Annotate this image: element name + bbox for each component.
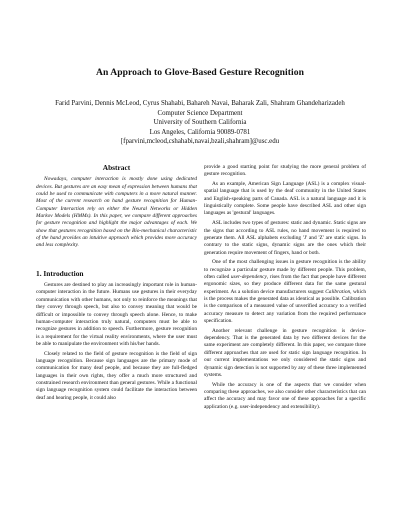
right-paragraph-1: provide a good starting point for studying the more general problem of gesture recognition. xyxy=(204,164,366,178)
right-paragraph-4: One of the most challenging issues in gesture recognition is the ability to recognize a particular gesture made by different people. This problem, often called user-dependency, rises from the fact that people have different ergonomic sizes, so they produce different data for the same gestural experiment. As a solution device manufacturers suggest Calibration, which is the process makes the generated data as identical as possible. Calibration is the comparison of a measured value of unverified accuracy to a verified accuracy measure to detect any variation from the required performance specification. xyxy=(204,259,367,325)
paper-title: An Approach to Glove-Based Gesture Recognition xyxy=(96,67,304,78)
emails: [fparvini,mcleod,cshahabi,navai,bzali,shahram]@usc.edu xyxy=(120,138,280,146)
right-paragraph-3: ASL includes two types of gestures: static and dynamic. Static signs are the signs that according to ASL rules, no hand movement is required to generate them. All ASL alphabets excluding 'J' and 'Z' are static signs. In contrary to the static signs, dynamic signs are the ones which their generation require movement of fingers, hand or both. xyxy=(204,220,366,256)
intro-paragraph-1: Gestures are destined to play an increasingly important role in human-computer interaction in the future. Humans use gestures in their everyday communication with other humans, not only to reinforce the meanings that they convey through speech, but also to convey meaning that would be difficult or impossible to convey through speech alone. Hence, to make human-computer interaction truly natural, computers must be able to recognize gestures in addition to speech. Furthermore, gesture recognition is a requirement for the virtual reality environments, where the user must be able to manipulate the environment with his/her hands. xyxy=(36,282,197,347)
intro-paragraph-2: Closely related to the field of gesture recognition is the field of sign language recognition. Because sign languages are the primary mode of communication for many deaf people, and because they are full-fledged languages in their own rights, they offer a much more structured and constrained research environment than general gestures. While a functional sign language recognition system could facilitate the interaction between deaf and hearing people, it could also xyxy=(36,350,197,401)
author-list: Farid Parvini, Dennis McLeod, Cyrus Shahabi, Bahareh Navai, Baharak Zali, Shahram Ghandeharizadeh xyxy=(55,100,345,107)
right-paragraph-5: Another relevant challenge in gesture recognition is device-dependency. That is the generated data by two different devices for the same experiment are completely different. In this paper, we compare three different approaches that are used for static sign language recognition. In our current implementations we only considered the static signs and dynamic sign detection is not supported by any of these three implemented systems. xyxy=(204,327,366,378)
abstract-body: Nowadays, computer interaction is mostly done using dedicated devices. But gestures are an easy mean of expression between humans that could be used to communicate with computers in a more natural manner. Most of the current research on hand gesture recognition for Human-Computer Interaction rely on either the Neural Networks or Hidden Markov Models (HMMs). In this paper, we compare different approaches for gesture recognition and highlight the major advantages of each. We show that gestures recognition based on the Bio-mechanical characteristic of the hand provides an intuitive approach which provides more accuracy and less complexity. xyxy=(36,176,197,249)
intro-heading: 1. Introduction xyxy=(36,268,84,278)
location: Los Angeles, California 90089-0781 xyxy=(149,128,251,136)
left-column xyxy=(36,164,197,404)
author-block xyxy=(0,99,400,147)
right-paragraph-6: While the accuracy is one of the aspects that we consider when comparing these approaches, we also consider other characteristics that can affect the accuracy and may favor one of these approaches for a specific application (e.g. user-independency and extensibility). xyxy=(204,381,366,410)
abstract-heading: Abstract xyxy=(102,163,131,172)
right-column xyxy=(204,164,366,413)
university: University of Southern California xyxy=(153,119,247,127)
right-paragraph-2: As an example, American Sign Language (ASL) is a complex visual-spatial language that is used by the deaf community in the United States and English-speaking parts of Canada. ASL is a natural language and it is linguistically complete. Some people have described ASL and other sign languages as 'gestural' languages. xyxy=(204,181,366,217)
department: Computer Science Department xyxy=(157,109,243,117)
